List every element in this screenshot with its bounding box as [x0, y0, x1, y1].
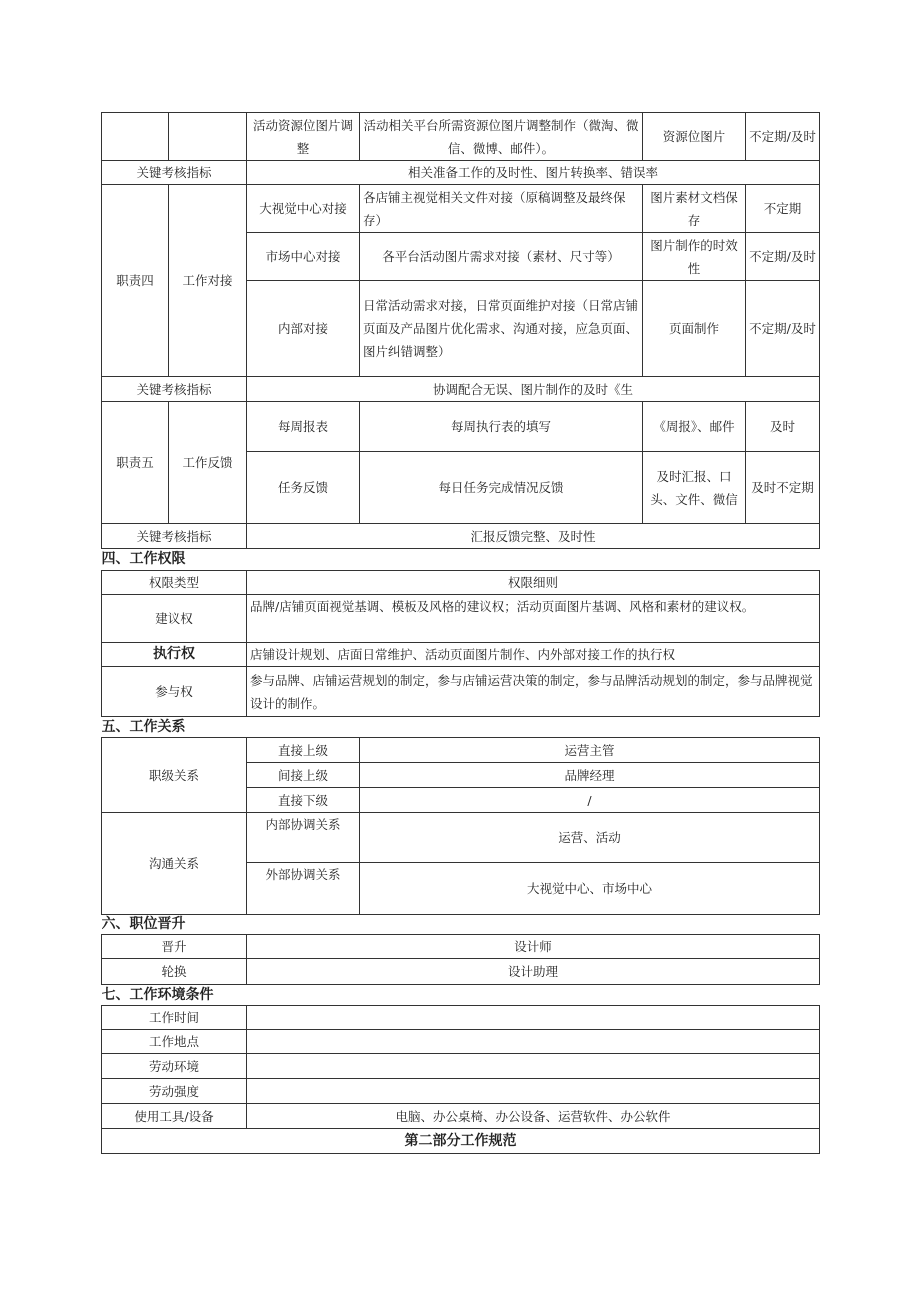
duty-name: 工作对接 — [169, 185, 247, 377]
relation-group-label: 沟通关系 — [102, 813, 247, 915]
detail-cell: 日常活动需求对接，日常页面维护对接（日常店铺页面及产品图片优化需求、沟通对接，应急页面、图片纠错调整） — [360, 281, 643, 377]
table-row — [102, 185, 820, 233]
table-row — [102, 643, 820, 667]
table-row — [102, 959, 820, 985]
relation-value: 运营主管 — [360, 738, 820, 763]
relation-value: 大视觉中心、市场中心 — [360, 863, 820, 915]
detail-cell: 每周执行表的填写 — [360, 402, 643, 452]
task-cell: 活动资源位图片调整 — [247, 113, 360, 161]
job-description-document — [101, 112, 819, 1154]
duty-name: 工作反馈 — [169, 402, 247, 524]
task-cell: 每周报表 — [247, 402, 360, 452]
duty-title: 职责四 — [102, 185, 169, 377]
kpi-value: 汇报反馈完整、及时性 — [247, 524, 820, 549]
relation-key: 内部协调关系 — [247, 813, 360, 863]
environment-key: 劳动环境 — [102, 1054, 247, 1079]
promotion-key: 轮换 — [102, 959, 247, 985]
table-header-row — [102, 571, 820, 595]
frequency-cell: 及时不定期 — [746, 452, 820, 524]
section-heading-row — [102, 717, 820, 738]
relation-key: 直接上级 — [247, 738, 360, 763]
detail-cell: 各平台活动图片需求对接（素材、尺寸等） — [360, 233, 643, 281]
promotion-key: 晋升 — [102, 935, 247, 959]
relation-value: 运营、活动 — [360, 813, 820, 863]
table-row — [102, 402, 820, 452]
section-title: 六、职位晋升 — [102, 915, 820, 935]
output-cell: 页面制作 — [643, 281, 746, 377]
table-row — [102, 935, 820, 959]
promotion-value: 设计师 — [247, 935, 820, 959]
kpi-row — [102, 524, 820, 549]
permission-detail: 参与品牌、店铺运营规划的制定，参与店铺运营决策的制定，参与品牌活动规划的制定，参与品牌视觉设计的制作。 — [247, 667, 820, 717]
environment-key: 劳动强度 — [102, 1079, 247, 1104]
frequency-cell: 不定期/及时 — [746, 113, 820, 161]
cell-empty — [169, 113, 247, 161]
output-cell: 及时汇报、口头、文件、微信 — [643, 452, 746, 524]
table-row — [102, 1006, 820, 1030]
section-title: 七、工作环境条件 — [102, 985, 820, 1006]
section-heading-row — [102, 985, 820, 1006]
table-row — [102, 1079, 820, 1104]
table-row — [102, 813, 820, 863]
environment-value — [247, 1006, 820, 1030]
table-row — [102, 738, 820, 763]
environment-value — [247, 1079, 820, 1104]
section-title: 四、工作权限 — [102, 549, 820, 571]
relation-value: 品牌经理 — [360, 763, 820, 788]
output-cell: 图片素材文档保存 — [643, 185, 746, 233]
task-cell: 市场中心对接 — [247, 233, 360, 281]
frequency-cell: 不定期 — [746, 185, 820, 233]
section-heading-row — [102, 915, 820, 935]
column-header: 权限细则 — [247, 571, 820, 595]
kpi-row — [102, 161, 820, 185]
detail-cell: 活动相关平台所需资源位图片调整制作（微淘、微信、微博、邮件）。 — [360, 113, 643, 161]
frequency-cell: 不定期/及时 — [746, 233, 820, 281]
table-row — [102, 113, 820, 161]
environment-key: 工作时间 — [102, 1006, 247, 1030]
table-row — [102, 1054, 820, 1079]
cell-empty — [102, 113, 169, 161]
relation-value: / — [360, 788, 820, 813]
relation-key: 间接上级 — [247, 763, 360, 788]
table-row — [102, 1030, 820, 1054]
kpi-row — [102, 377, 820, 402]
section-title: 五、工作关系 — [102, 717, 820, 738]
duty-title: 职责五 — [102, 402, 169, 524]
environment-key: 使用工具/设备 — [102, 1104, 247, 1129]
column-header: 权限类型 — [102, 571, 247, 595]
relation-group-label: 职级关系 — [102, 738, 247, 813]
permission-detail: 品牌/店铺页面视觉基调、模板及风格的建议权；活动页面图片基调、风格和素材的建议权。 — [247, 595, 820, 643]
kpi-label: 关键考核指标 — [102, 377, 247, 402]
permission-detail: 店铺设计规划、店面日常维护、活动页面图片制作、内外部对接工作的执行权 — [247, 643, 820, 667]
table-row — [102, 1104, 820, 1129]
promotion-value: 设计助理 — [247, 959, 820, 985]
relation-key: 直接下级 — [247, 788, 360, 813]
relation-key: 外部协调关系 — [247, 863, 360, 915]
output-cell: 《周报》、邮件 — [643, 402, 746, 452]
environment-value — [247, 1030, 820, 1054]
detail-cell: 各店铺主视觉相关文件对接（原稿调整及最终保存） — [360, 185, 643, 233]
frequency-cell: 不定期/及时 — [746, 281, 820, 377]
output-cell: 资源位图片 — [643, 113, 746, 161]
environment-value — [247, 1054, 820, 1079]
kpi-value: 协调配合无误、图片制作的及时《生 — [247, 377, 820, 402]
environment-value: 电脑、办公桌椅、办公设备、运营软件、办公软件 — [247, 1104, 820, 1129]
part-heading-row — [102, 1129, 820, 1154]
permission-type: 参与权 — [102, 667, 247, 717]
permission-type: 建议权 — [102, 595, 247, 643]
table-row — [102, 595, 820, 643]
table-row — [102, 667, 820, 717]
permission-type: 执行权 — [102, 643, 247, 667]
output-cell: 图片制作的时效性 — [643, 233, 746, 281]
task-cell: 任务反馈 — [247, 452, 360, 524]
job-spec-table — [101, 112, 820, 1154]
part-title: 第二部分工作规范 — [102, 1129, 820, 1154]
frequency-cell: 及时 — [746, 402, 820, 452]
task-cell: 内部对接 — [247, 281, 360, 377]
kpi-label: 关键考核指标 — [102, 161, 247, 185]
detail-cell: 每日任务完成情况反馈 — [360, 452, 643, 524]
kpi-value: 相关准备工作的及时性、图片转换率、错误率 — [247, 161, 820, 185]
environment-key: 工作地点 — [102, 1030, 247, 1054]
task-cell: 大视觉中心对接 — [247, 185, 360, 233]
kpi-label: 关键考核指标 — [102, 524, 247, 549]
section-heading-row — [102, 549, 820, 571]
